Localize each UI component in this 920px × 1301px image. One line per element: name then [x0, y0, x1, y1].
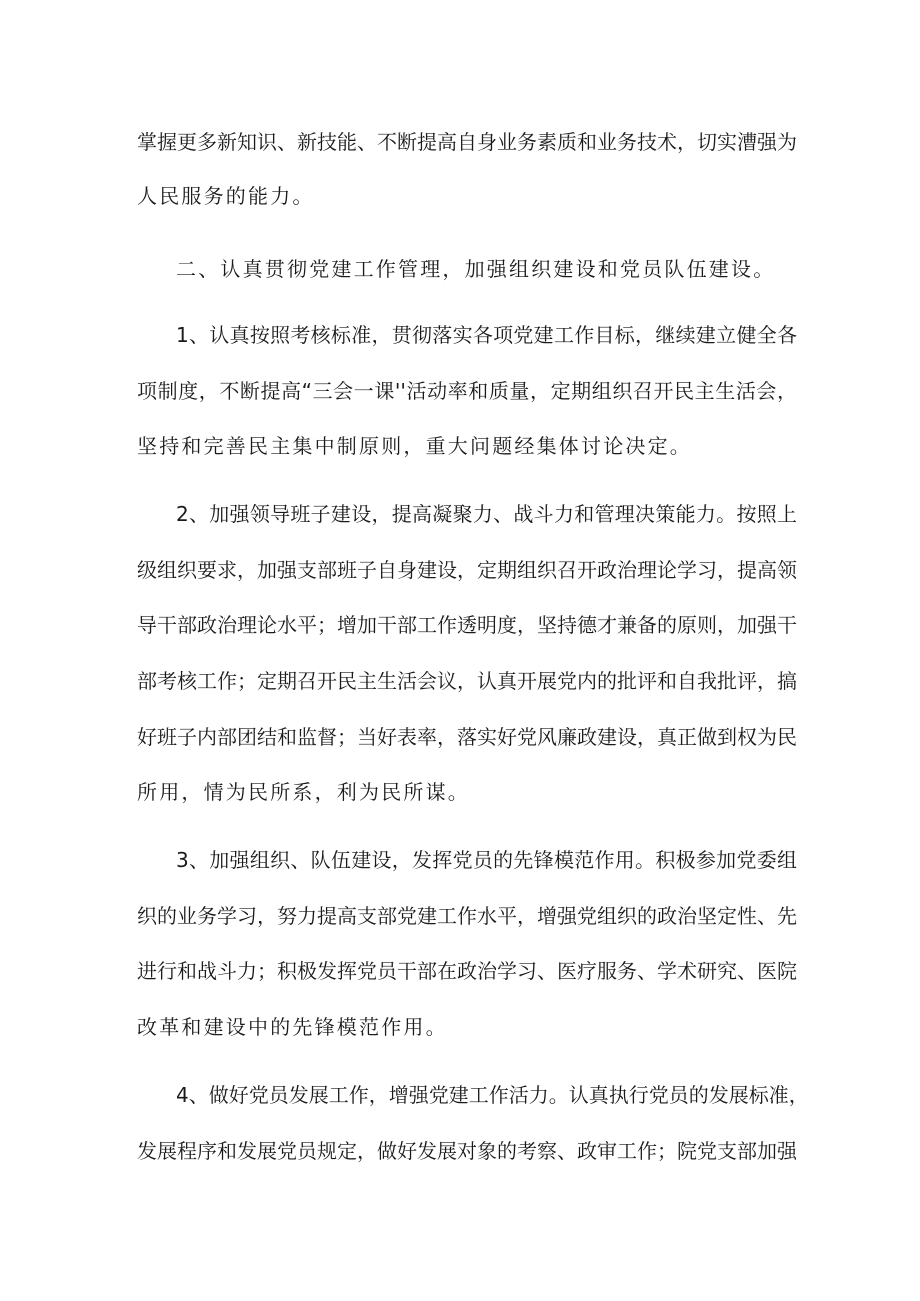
- section-heading: 二、认真贯彻党建工作管理，加强组织建设和党员队伍建设。: [176, 257, 776, 281]
- paragraph-2-line: 级组织要求，加强支部班子自身建设，定期组织召开政治理论学习，提高领: [137, 558, 797, 582]
- paragraph-3-line: 3、加强组织、队伍建设，发挥党员的先锋模范作用。积极参加党委组: [176, 848, 797, 872]
- text-line: 人民服务的能力。: [137, 184, 315, 208]
- paragraph-2-line: 所用，情为民所系，利为民所谋。: [137, 780, 470, 804]
- text-line: 掌握更多新知识、新技能、不断提高自身业务素质和业务技术，切实漕强为: [137, 130, 797, 154]
- paragraph-1-line: 1、认真按照考核标准，贯彻落实各项党建工作目标，继续建立健全各: [176, 323, 797, 347]
- paragraph-1-line: 项制度，不断提高“三会一课''活动率和质量，定期组织召开民主生活会，: [137, 379, 797, 403]
- paragraph-4-line: 4、做好党员发展工作，增强党建工作活力。认真执行党员的发展标准，: [176, 1083, 809, 1107]
- paragraph-3-line: 进行和战斗力；积极发挥党员干部在政治学习、医疗服务、学术研究、医院: [137, 959, 797, 983]
- paragraph-2-line: 导干部政治理论水平；增加干部工作透明度，坚持德才兼备的原则，加强干: [137, 613, 797, 637]
- paragraph-2-line: 好班子内部团结和监督；当好表率，落实好党风廉政建设，真正做到权为民: [137, 725, 797, 749]
- paragraph-4-line: 发展程序和发展党员规定，做好发展对象的考察、政审工作；院党支部加强: [137, 1139, 797, 1163]
- paragraph-3-line: 改革和建设中的先锋模范作用。: [137, 1015, 448, 1039]
- paragraph-2-line: 部考核工作；定期召开民主生活会议，认真开展党内的批评和自我批评，搞: [137, 669, 797, 693]
- paragraph-1-line: 坚持和完善民主集中制原则，重大问题经集体讨论决定。: [137, 434, 692, 458]
- paragraph-3-line: 织的业务学习，努力提高支部党建工作水平，增强党组织的政治坚定性、先: [137, 904, 797, 928]
- paragraph-2-line: 2、加强领导班子建设，提高凝聚力、战斗力和管理决策能力。按照上: [176, 502, 797, 526]
